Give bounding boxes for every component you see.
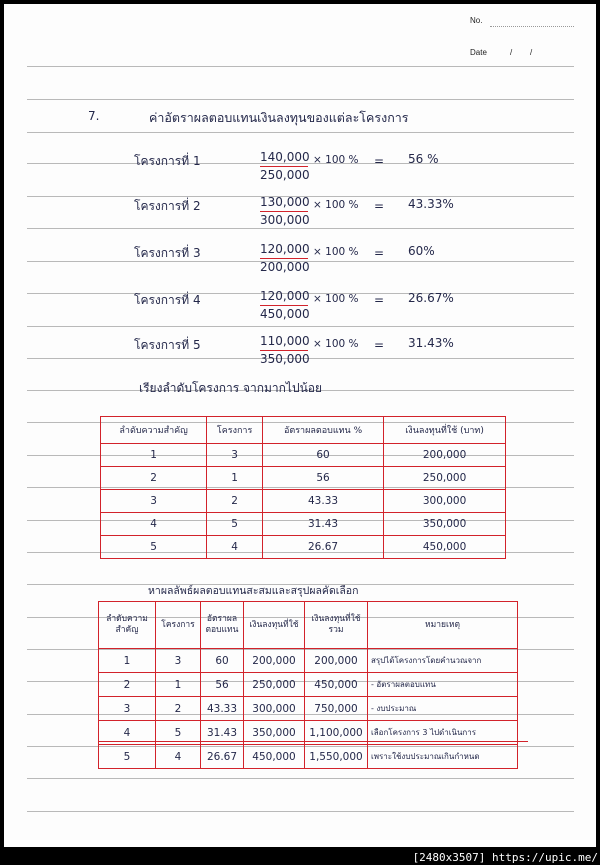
t2-header: อัตราผลตอบแทน — [201, 602, 244, 649]
no-field-line — [490, 26, 574, 27]
ruled-line — [27, 811, 574, 812]
table-cell: 450,000 — [244, 745, 305, 769]
t1-header: อัตราผลตอบแทน % — [262, 417, 383, 444]
table-cell: 60 — [262, 444, 383, 467]
table-cell: 1,100,000 — [305, 721, 368, 745]
table-cell: 1 — [156, 673, 201, 697]
equals-sign: = — [374, 293, 385, 307]
fraction-denominator: 450,000 — [260, 307, 310, 321]
summary-caption: หาผลลัพธ์ผลตอบแทนสะสมและสรุปผลคัดเลือก — [148, 585, 359, 597]
table-row — [101, 536, 506, 559]
table-cell: 2 — [156, 697, 201, 721]
table-cell: - งบประมาณ — [368, 697, 518, 721]
numerator-underline — [260, 350, 308, 351]
fraction-numerator: 130,000 — [260, 195, 310, 209]
ruled-line — [27, 132, 574, 133]
table-cell: 750,000 — [305, 697, 368, 721]
numerator-underline — [260, 305, 308, 306]
table-cell: 31.43 — [262, 513, 383, 536]
table-row — [101, 513, 506, 536]
t1-header: โครงการ — [207, 417, 263, 444]
fraction-numerator: 120,000 — [260, 242, 310, 256]
project-result: 31.43% — [408, 336, 454, 350]
multiply-100: × 100 % — [313, 199, 359, 211]
numerator-underline — [260, 166, 308, 167]
table-cell: 56 — [262, 467, 383, 490]
project-result: 43.33% — [408, 197, 454, 211]
table-cell: 60 — [201, 649, 244, 673]
no-label: No. — [470, 16, 483, 25]
fraction-denominator: 250,000 — [260, 168, 310, 182]
ranking-table — [100, 416, 506, 559]
table-cell: 300,000 — [384, 490, 506, 513]
table-cell: 1 — [99, 649, 156, 673]
fraction-denominator: 350,000 — [260, 352, 310, 366]
table-cell: - อัตราผลตอบแทน — [368, 673, 518, 697]
table-cell: 3 — [156, 649, 201, 673]
table-cell: 43.33 — [262, 490, 383, 513]
equals-sign: = — [374, 338, 385, 352]
table-cell: 26.67 — [201, 745, 244, 769]
table-cell: 43.33 — [201, 697, 244, 721]
ranking-caption: เรียงลำดับโครงการ จากมากไปน้อย — [139, 381, 323, 395]
summary-table — [98, 601, 518, 769]
table-cell: 4 — [207, 536, 263, 559]
table-cell: 3 — [101, 490, 207, 513]
table-cell: 2 — [101, 467, 207, 490]
equals-sign: = — [374, 246, 385, 260]
ruled-line — [27, 778, 574, 779]
fraction-denominator: 200,000 — [260, 260, 310, 274]
t2-header: โครงการ — [156, 602, 201, 649]
t2-header: เงินลงทุนที่ใช้รวม — [305, 602, 368, 649]
ruled-line — [27, 228, 574, 229]
section-title: ค่าอัตราผลตอบแทนเงินลงทุนของแต่ละโครงการ — [149, 110, 409, 125]
table-cell: 250,000 — [244, 673, 305, 697]
image-footer: [2480x3507] https://upic.me/ — [412, 851, 598, 864]
project-label: โครงการที่ 4 — [134, 293, 201, 307]
table-cell: 4 — [156, 745, 201, 769]
fraction-numerator: 140,000 — [260, 150, 310, 164]
ruled-line — [27, 326, 574, 327]
project-result: 56 % — [408, 152, 439, 166]
fraction-numerator: 110,000 — [260, 334, 310, 348]
table-cell: 350,000 — [384, 513, 506, 536]
ruled-line — [27, 66, 574, 67]
table-row — [101, 490, 506, 513]
table-cell: 5 — [101, 536, 207, 559]
table-cell: 3 — [207, 444, 263, 467]
table-cell: เพราะใช้งบประมาณเกินกำหนด — [368, 745, 518, 769]
table-row — [99, 649, 518, 673]
table-row — [99, 697, 518, 721]
table-row — [101, 467, 506, 490]
project-label: โครงการที่ 5 — [134, 338, 201, 352]
table-cell: 350,000 — [244, 721, 305, 745]
table-cell: สรุปได้โครงการโดยคำนวณจาก — [368, 649, 518, 673]
multiply-100: × 100 % — [313, 338, 359, 350]
table-cell: 1 — [207, 467, 263, 490]
ruled-line — [27, 99, 574, 100]
multiply-100: × 100 % — [313, 154, 359, 166]
date-label: Date — [470, 48, 487, 57]
table-cell: 5 — [207, 513, 263, 536]
notebook-page — [4, 4, 596, 847]
numerator-underline — [260, 211, 308, 212]
multiply-100: × 100 % — [313, 246, 359, 258]
t2-header: ลำดับความสำคัญ — [99, 602, 156, 649]
t1-header: ลำดับความสำคัญ — [101, 417, 207, 444]
project-label: โครงการที่ 2 — [134, 199, 201, 213]
project-label: โครงการที่ 1 — [134, 154, 201, 168]
section-number: 7. — [88, 109, 100, 123]
table-cell: 1 — [101, 444, 207, 467]
table-cell: 5 — [156, 721, 201, 745]
table-cell: 56 — [201, 673, 244, 697]
table-row — [99, 673, 518, 697]
table-cell: 4 — [99, 721, 156, 745]
t2-header: หมายเหตุ — [368, 602, 518, 649]
highlight-line — [98, 741, 528, 742]
t2-header: เงินลงทุนที่ใช้ — [244, 602, 305, 649]
multiply-100: × 100 % — [313, 293, 359, 305]
table-cell: 450,000 — [384, 536, 506, 559]
equals-sign: = — [374, 199, 385, 213]
table-cell: 200,000 — [244, 649, 305, 673]
table-cell: เลือกโครงการ 3 ไปดำเนินการ — [368, 721, 518, 745]
table-cell: 5 — [99, 745, 156, 769]
table-cell: 2 — [99, 673, 156, 697]
numerator-underline — [260, 258, 308, 259]
project-label: โครงการที่ 3 — [134, 246, 201, 260]
table-cell: 3 — [99, 697, 156, 721]
project-result: 60% — [408, 244, 435, 258]
table-cell: 4 — [101, 513, 207, 536]
table-cell: 450,000 — [305, 673, 368, 697]
table-cell: 1,550,000 — [305, 745, 368, 769]
table-cell: 26.67 — [262, 536, 383, 559]
table-cell: 250,000 — [384, 467, 506, 490]
date-slashes: / / — [510, 48, 533, 57]
project-result: 26.67% — [408, 291, 454, 305]
t1-header: เงินลงทุนที่ใช้ (บาท) — [384, 417, 506, 444]
table-cell: 2 — [207, 490, 263, 513]
table-cell: 31.43 — [201, 721, 244, 745]
fraction-numerator: 120,000 — [260, 289, 310, 303]
table-cell: 200,000 — [384, 444, 506, 467]
table-cell: 300,000 — [244, 697, 305, 721]
fraction-denominator: 300,000 — [260, 213, 310, 227]
equals-sign: = — [374, 154, 385, 168]
table-row — [99, 745, 518, 769]
table-cell: 200,000 — [305, 649, 368, 673]
table-row — [101, 444, 506, 467]
